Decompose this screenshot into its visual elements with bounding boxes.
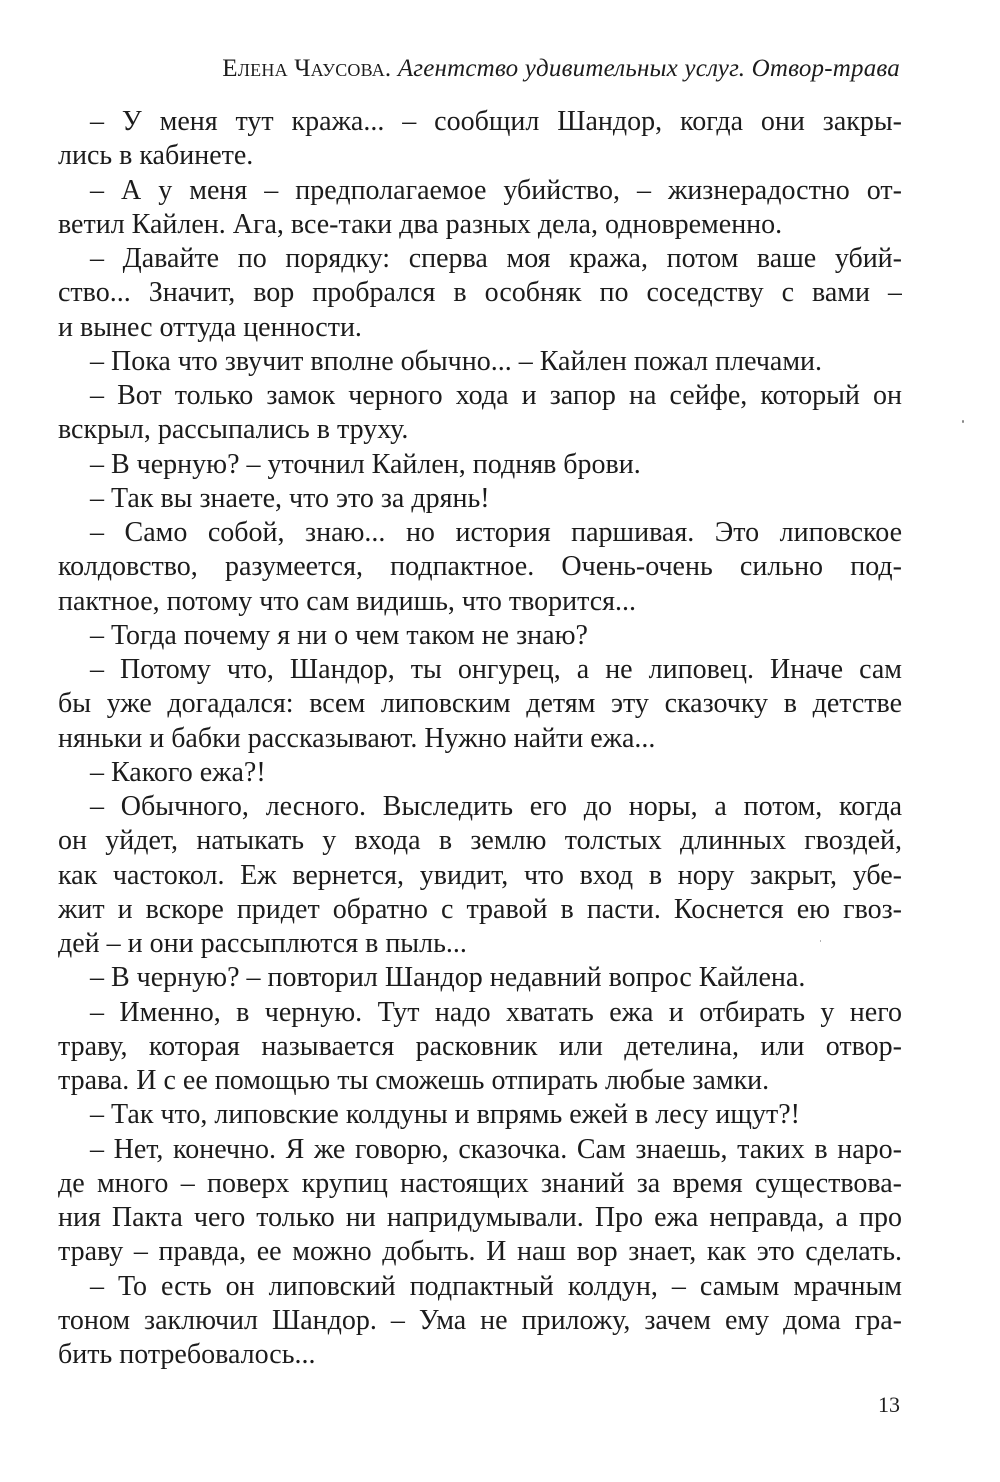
header-author: Елена Чаусова.	[222, 55, 392, 82]
text-line: вскрыл, рассыпались в труху.	[58, 414, 409, 446]
header-book-title: Агентство удивительных услуг. Отвор-трава	[397, 55, 900, 82]
text-line: – Обычного, лесного. Выследить его до норы, а потом, когда	[90, 791, 902, 822]
text-line: дей – и они рассыплются в пыль...	[58, 928, 467, 959]
text-line: ния Пакта чего только ни напридумывали. Про ежа неправда, а про	[58, 1202, 902, 1233]
text-line: траву, которая называется расковник или детелина, или отвор-	[58, 1030, 902, 1062]
text-line: – Вот только замок черного хода и запор на сейфе, который он	[90, 380, 902, 411]
text-line: – То есть он липовский подпактный колдун, – самым мрачным	[90, 1270, 902, 1302]
text-line: – В черную? – уточнил Кайлен, подняв брови.	[90, 448, 641, 480]
text-line: – Какого ежа?!	[90, 756, 266, 788]
text-line: де много – поверх крупиц настоящих знаний за время существова-	[58, 1167, 902, 1199]
text-line: бы уже догадался: всем липовским детям эту сказочку в детстве	[58, 688, 902, 720]
text-line: траву – правда, ее можно добыть. И наш вор знает, как это сделать.	[58, 1236, 902, 1268]
text-line: – Само собой, знаю... но история паршивая. Это липовское	[90, 517, 902, 548]
text-line: – Пока что звучит вполне обычно... – Кайлен пожал плечами.	[90, 345, 823, 377]
text-line: бить потребовалось...	[58, 1339, 316, 1370]
text-line: няньки и бабки рассказывают. Нужно найти ежа...	[58, 722, 656, 754]
text-line: – А у меня – предполагаемое убийство, – жизнерадостно от-	[90, 174, 902, 206]
text-line: – Нет, конечно. Я же говорю, сказочка. Сам знаешь, таких в наро-	[90, 1133, 902, 1165]
text-line: – Давайте по порядку: сперва моя кража, потом ваше убий-	[90, 243, 902, 274]
body-text	[58, 105, 902, 1372]
text-line: и вынес оттуда ценности.	[58, 311, 362, 343]
text-line: – В черную? – повторил Шандор недавний вопрос Кайлена.	[90, 962, 806, 994]
text-line: он уйдет, натыкать у входа в землю толстых длинных гвоздей,	[58, 825, 902, 857]
text-line: – Именно, в черную. Тут надо хватать ежа и отбирать у него	[90, 996, 902, 1028]
text-line: – У меня тут кража... – сообщил Шандор, когда они закры-	[90, 106, 902, 137]
text-line: ство... Значит, вор пробрался в особняк по соседству с вами –	[58, 277, 902, 309]
text-line: – Так что, липовские колдуны и впрямь ежей в лесу ищут?!	[90, 1099, 800, 1131]
text-line: трава. И с ее помощью ты сможешь отпирать любые замки.	[58, 1065, 770, 1096]
text-line: колдовство, разумеется, подпактное. Очень-очень сильно под-	[58, 551, 902, 583]
text-line: тоном заключил Шандор. – Ума не приложу, зачем ему дома гра-	[58, 1304, 902, 1336]
text-line: как частокол. Еж вернется, увидит, что вход в нору закрыт, убе-	[58, 859, 902, 891]
text-line: – Потому что, Шандор, ты онгурец, а не липовец. Иначе сам	[90, 654, 902, 685]
text-line: жит и вскоре придет обратно с травой в пасти. Коснется ею гвоз-	[58, 893, 902, 925]
text-line: ветил Кайлен. Ага, все-таки два разных дела, одновременно.	[58, 208, 783, 240]
scan-speck	[820, 940, 821, 942]
text-line: – Тогда почему я ни о чем таком не знаю?	[90, 619, 588, 651]
text-line: лись в кабинете.	[58, 140, 254, 172]
text-line: пактное, потому что сам видишь, что творится...	[58, 585, 637, 617]
running-header	[222, 55, 900, 83]
scan-speck	[962, 420, 964, 423]
text-line: – Так вы знаете, что это за дрянь!	[90, 482, 490, 514]
page-number: 13	[878, 1392, 900, 1417]
